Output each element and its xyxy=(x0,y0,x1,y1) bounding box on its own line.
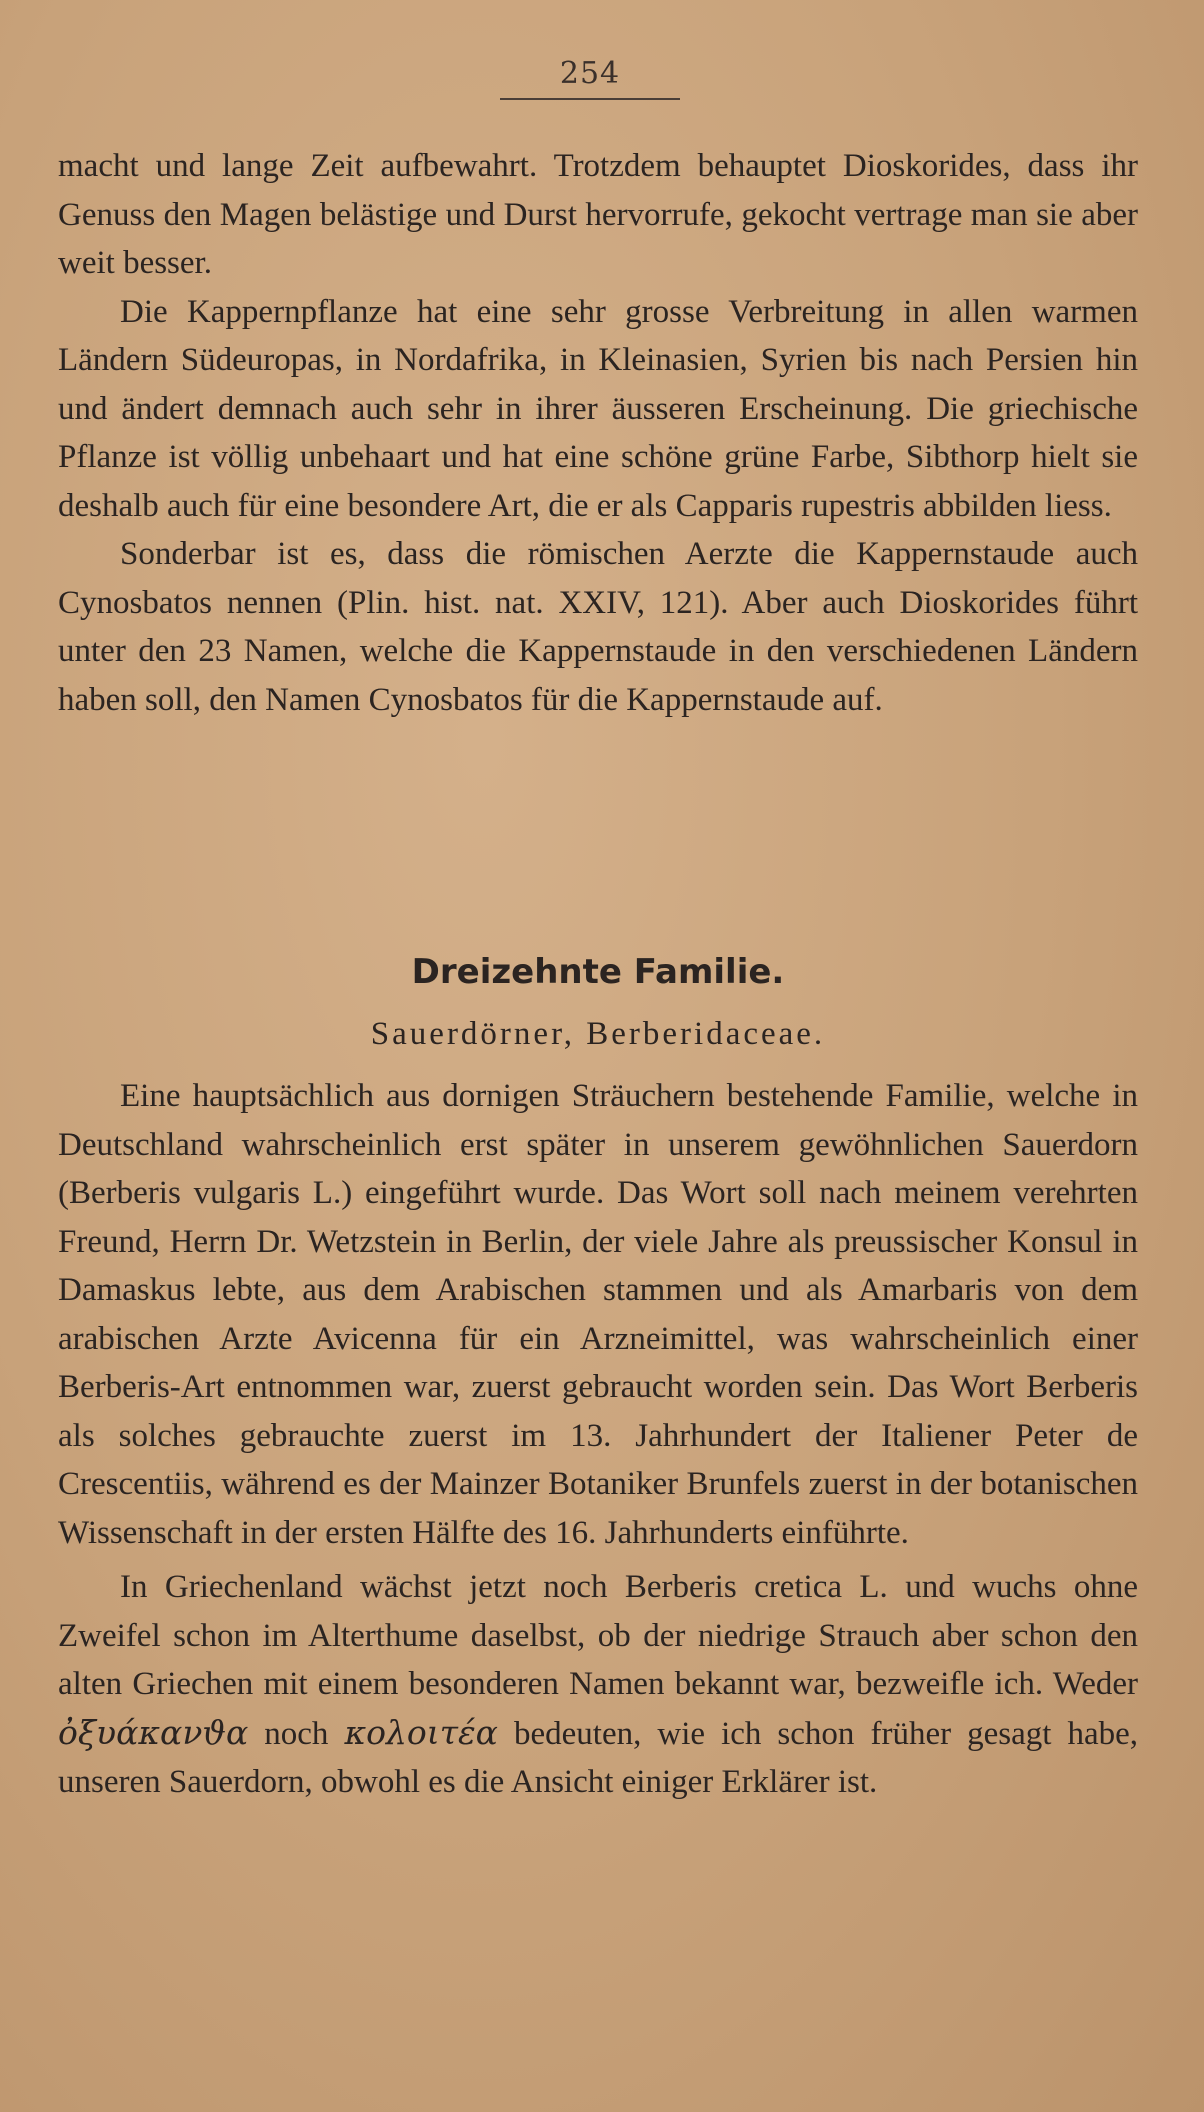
top-text-block xyxy=(58,142,1138,724)
greek-word-koloitea: κολοιτέα xyxy=(344,1712,498,1752)
section-title: Dreizehnte Familie. xyxy=(411,952,785,992)
page-number: 254 xyxy=(559,56,621,91)
paragraph-continuation: macht und lange Zeit aufbewahrt. Trotzdem behauptet Dioskorides, dass ihr Genuss den Magen belästige und Durst hervorrufe, gekocht vertrage man sie aber weit besser. xyxy=(58,148,1138,281)
text-segment: In Griechenland wächst jetzt noch Berberis cretica L. und wuchs ohne Zweifel schon im Alterthume daselbst, ob der niedrige Strauch aber schon den alten Griechen mit einem besonderen Namen bekannt war, bezweifle ich. Weder xyxy=(58,1569,1138,1702)
paragraph-cynosbatos: Sonderbar ist es, dass die römischen Aerzte die Kappernstaude auch Cynosbatos nennen (Plin. hist. nat. XXIV, 121). Aber auch Dioskorides führt unter den 23 Namen, welche die Kappernstaude in den verschiedenen Ländern haben soll, den Namen Cynosbatos für die Kappernstaude auf. xyxy=(58,536,1138,718)
text-segment: noch xyxy=(248,1715,345,1752)
paragraph-kappernpflanze: Die Kappernpflanze hat eine sehr grosse Verbreitung in allen warmen Ländern Südeuropas, in Nordafrika, in Kleinasien, Syrien bis nach Persien hin und ändert demnach auch sehr in ihrer äusseren Erscheinung. Die griechische Pflanze ist völlig unbehaart und hat eine schöne grüne Farbe, Sibthorp hielt sie deshalb auch für eine besondere Art, die er als Capparis rupestris abbilden liess. xyxy=(58,293,1138,524)
paragraph-berberidaceae: Eine hauptsächlich aus dornigen Sträuchern bestehende Familie, welche in Deutschland wahrscheinlich erst später in unserem gewöhnlichen Sauerdorn (Berberis vulgaris L.) eingeführt wurde. Das Wort soll nach meinem verehrten Freund, Herrn Dr. Wetzstein in Berlin, der viele Jahre als preussischer Konsul in Damaskus lebte, aus dem Arabischen stammen und als Amarbaris von dem arabischen Arzte Avicenna für ein Arzneimittel, was wahrscheinlich einer Berberis-Art entnommen war, zuerst gebraucht worden sein. Das Wort Berberis als solches gebrauchte zuerst im 13. Jahrhundert der Italiener Peter de Crescentiis, während es der Mainzer Botaniker Brunfels zuerst in der botanischen Wissenschaft in der ersten Hälfte des 16. Jahrhunderts einführte. xyxy=(58,1078,1138,1551)
page-number-rule xyxy=(500,98,680,100)
bottom-text-block xyxy=(58,1072,1138,1807)
section-subtitle: Sauerdörner, Berberidaceae. xyxy=(370,1016,826,1052)
text-segment: bedeuten, wie ich schon früher gesagt habe, unseren Sauerdorn, obwohl es die Ansicht einiger Erklärer ist. xyxy=(58,1715,1138,1800)
paragraph-griechenland xyxy=(58,1563,1138,1807)
greek-word-oxyakantha: ὀξυάκανϑα xyxy=(58,1712,249,1752)
